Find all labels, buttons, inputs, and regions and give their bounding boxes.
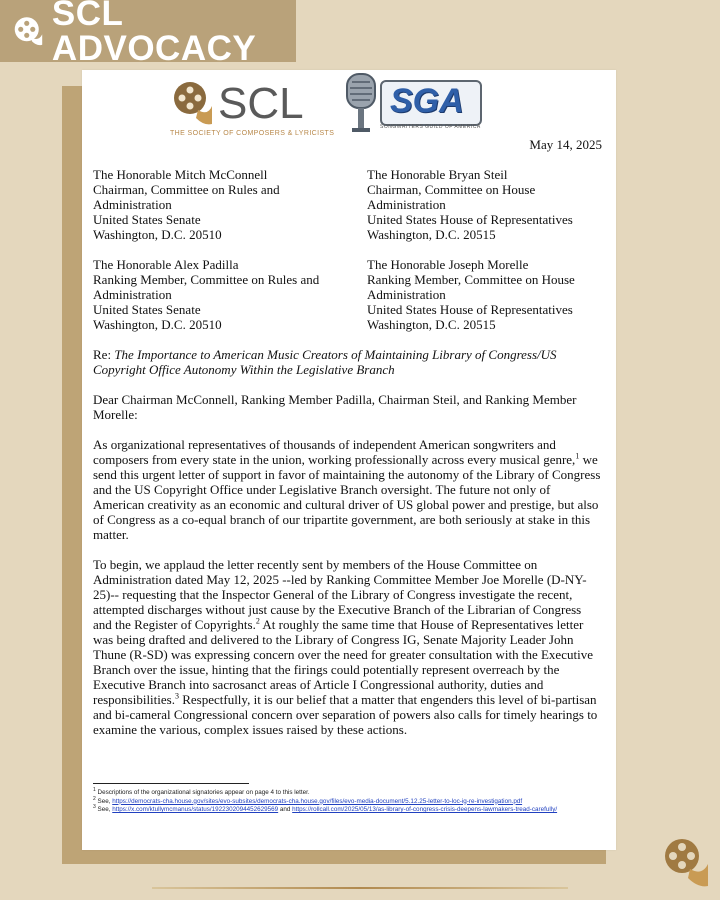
footnote-number: 2 (93, 795, 96, 802)
scl-wordmark: SCL (218, 79, 304, 128)
addressee-line: The Honorable Mitch McConnell (93, 167, 268, 182)
footnote-link[interactable]: https://democrats-cha.house.gov/sites/evo-subsites/democrats-cha.house.gov/files/evo-media-document/5.12.25-letter-to-loc-ig-re-investigation.pdf (112, 797, 523, 805)
footnote-number: 3 (93, 804, 96, 811)
scl-tagline: THE SOCIETY OF COMPOSERS & LYRICISTS (170, 130, 335, 137)
addressee-line: The Honorable Bryan Steil (367, 167, 508, 182)
addressee-line: United States House of Representatives (367, 302, 573, 317)
addressee-block (93, 167, 343, 242)
banner-title: SCL ADVOCACY (51, 0, 257, 68)
film-reel-icon (13, 13, 44, 49)
addressee-line: Administration (93, 287, 172, 302)
addressee-line: Chairman, Committee on Rules and (93, 182, 280, 197)
footnote (93, 806, 605, 815)
footnote-divider (93, 783, 249, 784)
footnote-link[interactable]: https://x.com/ktullymcmanus/status/1922302094452629569 (112, 806, 279, 814)
addressee-line: Administration (367, 197, 446, 212)
addressee-line: The Honorable Alex Padilla (93, 257, 239, 272)
addressee-line: Administration (93, 197, 172, 212)
addressee-line: United States House of Representatives (367, 212, 573, 227)
paragraph-text: we send this urgent letter of support in favor of maintaining the autonomy of the Library of Congress and the US Copyright Office under Legislative Branch oversight. The future not only of American creativity as an economic and cultural driver of US global power and prestige, but also of Congress as a co-equal branch of our tripartite government, are both seriously at stake in this matter. (93, 452, 601, 542)
addressee-line: Washington, D.C. 20515 (367, 227, 496, 242)
subject-prefix: Re: (93, 347, 115, 362)
scl-reel-icon (170, 80, 214, 126)
sga-logo (344, 72, 482, 136)
subject-line (93, 347, 593, 377)
footnote-text: See, (95, 797, 113, 805)
footnotes (93, 786, 605, 815)
scl-logo (170, 78, 335, 140)
subject-text: The Importance to American Music Creators of Maintaining Library of Congress/US Copyright Office Autonomy Within the Legislative Branch (93, 347, 557, 377)
footnote (93, 786, 605, 798)
addressee-line: Chairman, Committee on House (367, 182, 536, 197)
sga-badge (380, 80, 482, 126)
letter-page (82, 70, 616, 850)
addressee-line: United States Senate (93, 212, 201, 227)
addressee-line: Washington, D.C. 20510 (93, 317, 222, 332)
footnote-link[interactable]: https://rollcall.com/2025/05/13/as-library-of-congress-crisis-deepens-lawmakers-tread-carefully/ (292, 806, 558, 814)
addressee-line: Administration (367, 287, 446, 302)
addressee-line: The Honorable Joseph Morelle (367, 257, 529, 272)
footnote-text: and (278, 806, 293, 814)
addressee-line: Washington, D.C. 20510 (93, 227, 222, 242)
footnote-ref: 2 (255, 616, 260, 626)
microphone-icon (344, 72, 378, 134)
addressee-line: Washington, D.C. 20515 (367, 317, 496, 332)
brand-banner (0, 0, 296, 68)
addressee-block (93, 257, 343, 332)
footnote-text: Descriptions of the organizational signatories appear on page 4 to this letter. (95, 789, 310, 796)
addressee-line: Ranking Member, Committee on House (367, 272, 575, 287)
addressee-block (367, 167, 617, 242)
body-paragraph (93, 557, 603, 737)
footnote-ref: 1 (575, 451, 580, 461)
salutation: Dear Chairman McConnell, Ranking Member Padilla, Chairman Steil, and Ranking Member Morelle: (93, 392, 577, 422)
paragraph-text: At roughly the same time that House of Representatives letter was being drafted and delivered to the Library of Congress IG, Senate Majority Leader John Thune (R-SD) was expressing concern over the need for greater consultation with the Executive Branch over the issue, hinting that the firings could potentially represent overreach by the Executive Branch into sacrosanct areas of Article I Congressional authority, duties and responsibilities. (93, 617, 593, 707)
decorative-gold-line (152, 887, 568, 889)
footnote-ref: 3 (174, 691, 179, 701)
addressee-line: Ranking Member, Committee on Rules and (93, 272, 320, 287)
sga-wordmark: SGA (390, 82, 464, 120)
paragraph-text: Respectfully, it is our belief that a matter that engenders this level of bi-partisan and bi-cameral Congressional concern over separation of powers also calls for timely hearings to examine the various, complex issues raised by these actions. (93, 692, 598, 737)
body-paragraph (93, 437, 603, 542)
footnote (93, 795, 605, 807)
paragraph-text: To begin, we applaud the letter recently sent by members of the House Committee on Administration dated May 12, 2025 --led by Ranking Committee Member Joe Morelle (D-NY-25)-- requesting that the Inspector General of the Library of Congress investigate the recent, attempted discharges without just cause by the Executive Branch of the Librarian of Congress and the Register of Copyrights. (93, 557, 587, 632)
letter-date: May 14, 2025 (529, 137, 602, 152)
footnote-text: See, (95, 806, 113, 814)
addressee-line: United States Senate (93, 302, 201, 317)
paragraph-text: As organizational representatives of thousands of independent American songwriters and composers from every state in the union, working professionally across every musical genre, (93, 437, 576, 467)
footnote-number: 1 (93, 786, 96, 793)
addressee-block (367, 257, 617, 332)
film-reel-icon (660, 836, 710, 888)
sga-tagline: SONGWRITERS GUILD OF AMERICA (380, 124, 481, 130)
